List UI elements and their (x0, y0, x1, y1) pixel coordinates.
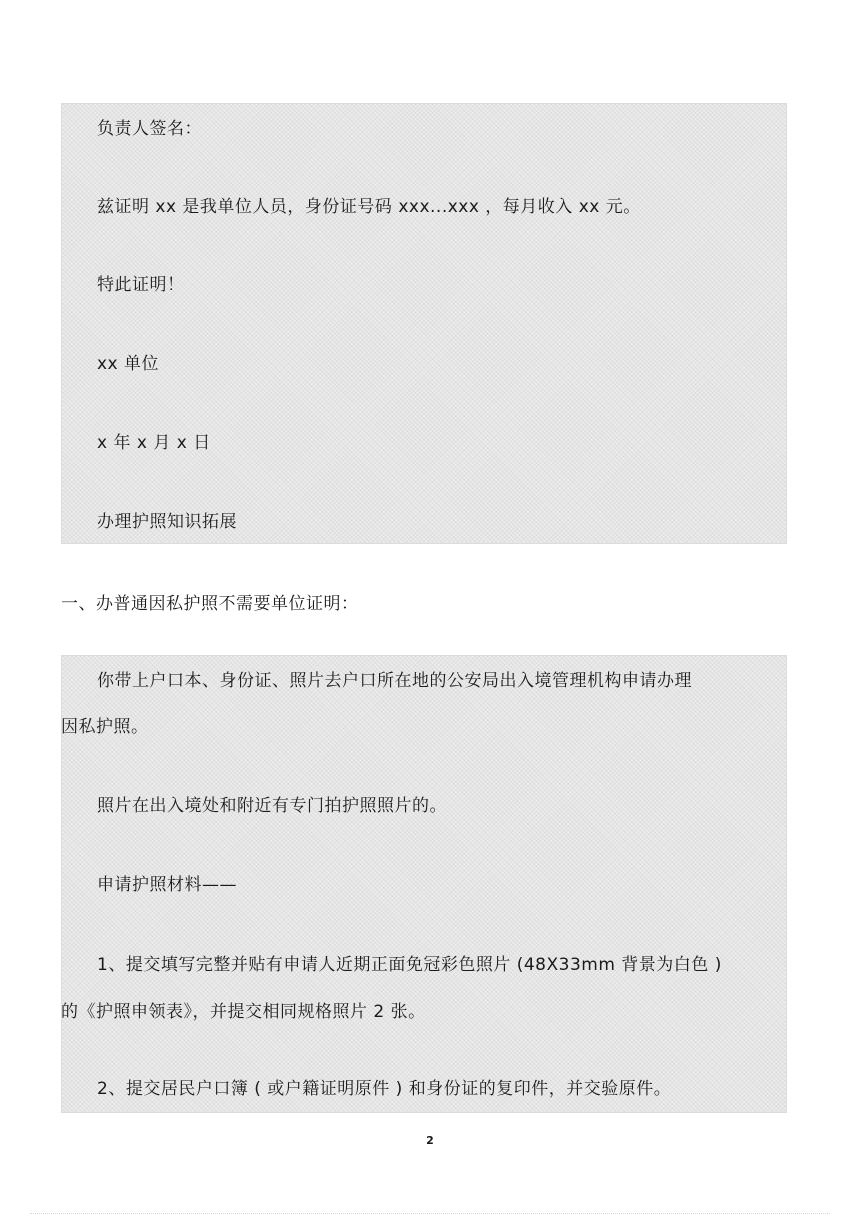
paragraph-2: 照片在出入境处和附近有专门拍护照照片的。 (97, 796, 447, 816)
page-number: 2 (426, 1134, 434, 1147)
section-heading: 一、办普通因私护照不需要单位证明： (61, 594, 359, 614)
shaded-block-certificate (61, 103, 787, 544)
unit-line: xx 单位 (97, 354, 160, 374)
paragraph-3: 申请护照材料—— (97, 875, 237, 895)
paragraph-1-line-1: 你带上户口本、身份证、照片去户口所在地的公安局出入境管理机构申请办理 (97, 671, 692, 691)
item-2: 2、提交居民户口簿 ( 或户籍证明原件 ) 和身份证的复印件，并交验原件。 (97, 1079, 672, 1099)
signature-line: 负责人签名： (97, 119, 202, 139)
extension-title: 办理护照知识拓展 (97, 512, 237, 532)
item-1-line-1: 1、提交填写完整并贴有申请人近期正面免冠彩色照片 (48X33mm 背景为白色 ) (97, 955, 722, 975)
date-line: x 年 x 月 x 日 (97, 433, 211, 453)
paragraph-1-line-2: 因私护照。 (61, 717, 149, 737)
certificate-line: 兹证明 xx 是我单位人员，身份证号码 xxx...xxx ，每月收入 xx 元。 (97, 197, 641, 217)
item-1-line-2: 的《护照申领表》，并提交相同规格照片 2 张。 (61, 1002, 426, 1022)
hereby-line: 特此证明！ (97, 275, 185, 295)
bottom-divider (30, 1213, 830, 1214)
